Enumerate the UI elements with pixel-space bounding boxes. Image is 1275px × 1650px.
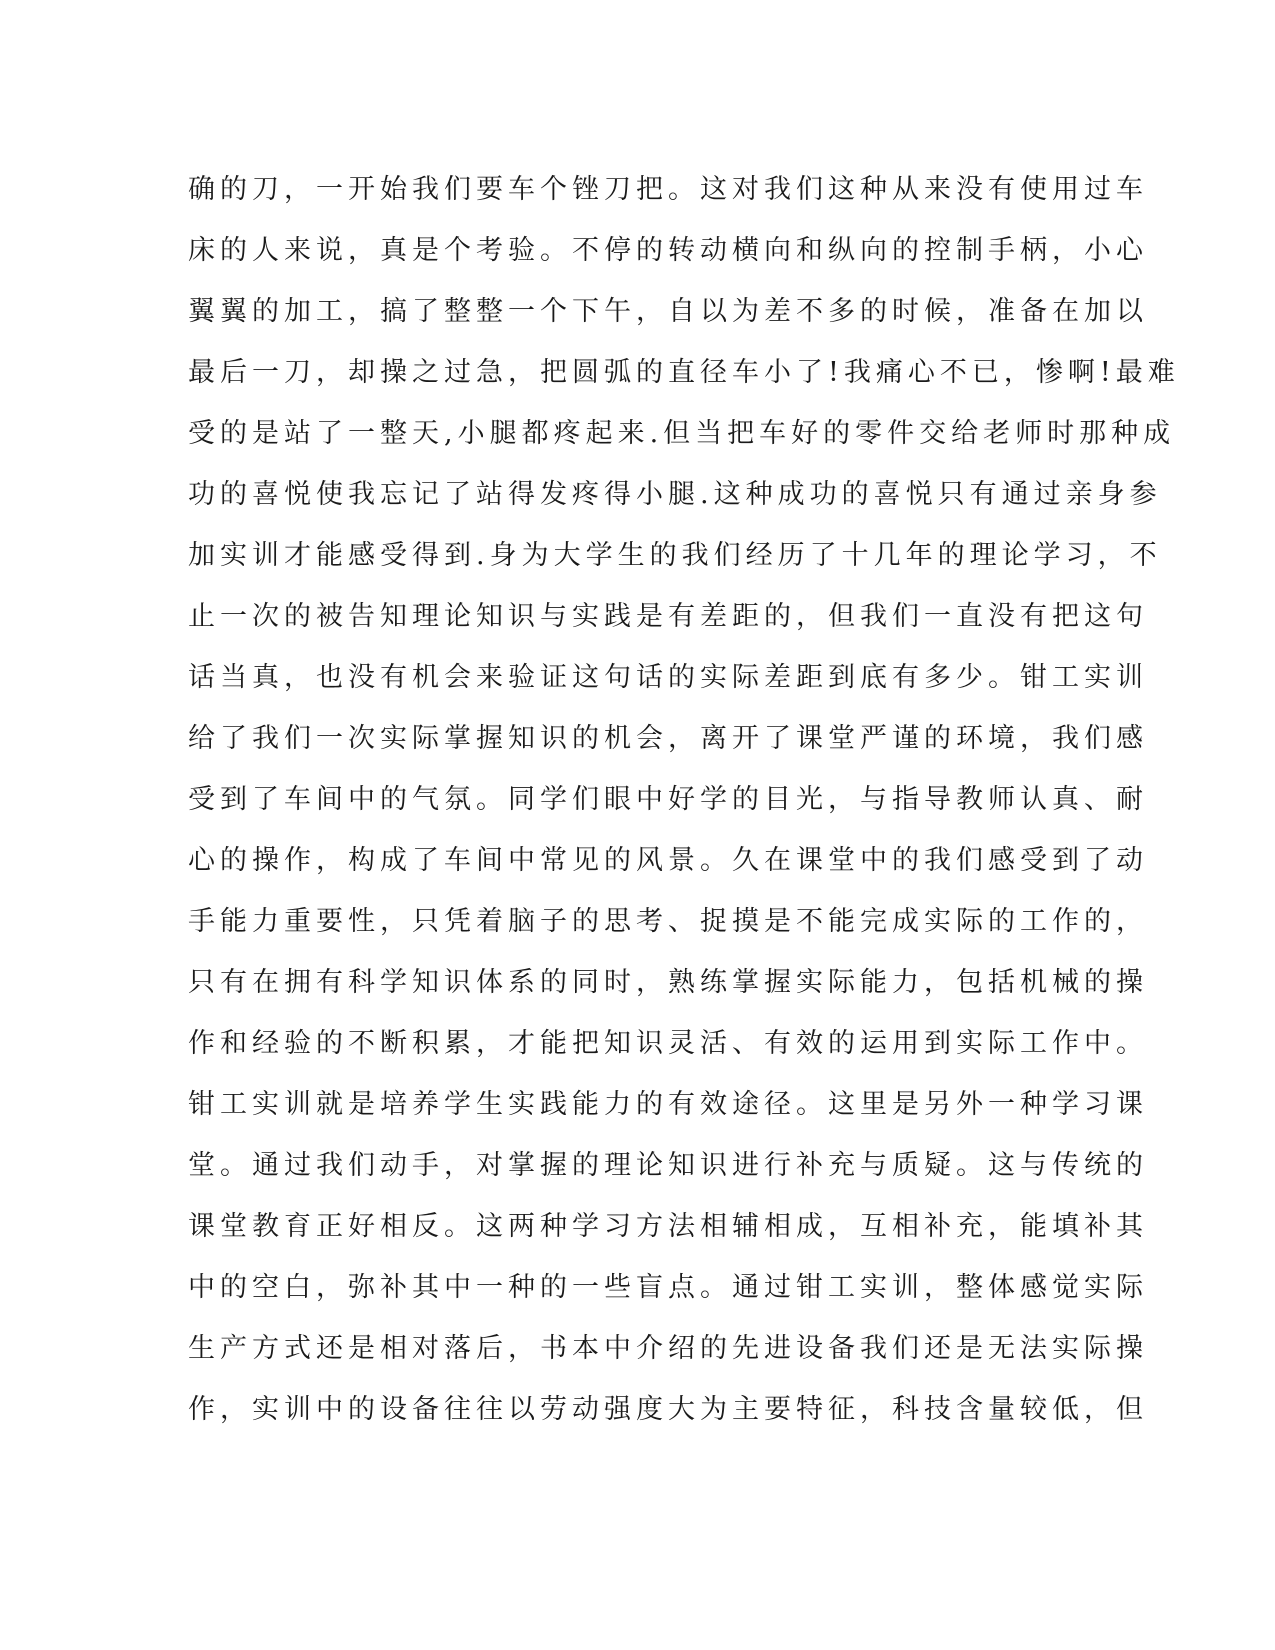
- text-line: 作和经验的不断积累，才能把知识灵活、有效的运用到实际工作中。: [188, 1028, 1148, 1059]
- text-line: 钳工实训就是培养学生实践能力的有效途径。这里是另外一种学习课: [188, 1089, 1148, 1120]
- text-line: 中的空白，弥补其中一种的一些盲点。通过钳工实训，整体感觉实际: [188, 1272, 1148, 1303]
- text-line: 确的刀，一开始我们要车个锉刀把。这对我们这种从来没有使用过车: [188, 174, 1148, 205]
- text-line: 课堂教育正好相反。这两种学习方法相辅相成，互相补充，能填补其: [188, 1211, 1148, 1242]
- text-line: 止一次的被告知理论知识与实践是有差距的，但我们一直没有把这句: [188, 601, 1148, 632]
- text-line: 堂。通过我们动手，对掌握的理论知识进行补充与质疑。这与传统的: [188, 1150, 1148, 1181]
- text-line: 加实训才能感受得到.身为大学生的我们经历了十几年的理论学习，不: [188, 540, 1162, 571]
- text-line: 只有在拥有科学知识体系的同时，熟练掌握实际能力，包括机械的操: [188, 967, 1148, 998]
- text-line: 最后一刀，却操之过急，把圆弧的直径车小了!我痛心不已，惨啊!最难: [188, 357, 1180, 388]
- text-line: 作，实训中的设备往往以劳动强度大为主要特征，科技含量较低，但: [188, 1394, 1148, 1425]
- text-line: 翼翼的加工，搞了整整一个下午，自以为差不多的时候，准备在加以: [188, 296, 1148, 327]
- text-line: 生产方式还是相对落后，书本中介绍的先进设备我们还是无法实际操: [188, 1333, 1148, 1364]
- text-line: 受到了车间中的气氛。同学们眼中好学的目光，与指导教师认真、耐: [188, 784, 1148, 815]
- text-line: 给了我们一次实际掌握知识的机会，离开了课堂严谨的环境，我们感: [188, 723, 1148, 754]
- text-line: 心的操作，构成了车间中常见的风景。久在课堂中的我们感受到了动: [188, 845, 1148, 876]
- text-line: 功的喜悦使我忘记了站得发疼得小腿.这种成功的喜悦只有通过亲身参: [188, 479, 1162, 510]
- text-line: 床的人来说，真是个考验。不停的转动横向和纵向的控制手柄，小心: [188, 235, 1148, 266]
- text-line: 手能力重要性，只凭着脑子的思考、捉摸是不能完成实际的工作的，: [188, 906, 1148, 937]
- text-line: 受的是站了一整天,小腿都疼起来.但当把车好的零件交给老师时那种成: [188, 418, 1176, 449]
- text-line: 话当真，也没有机会来验证这句话的实际差距到底有多少。钳工实训: [188, 662, 1148, 693]
- body-text: [188, 159, 1180, 1440]
